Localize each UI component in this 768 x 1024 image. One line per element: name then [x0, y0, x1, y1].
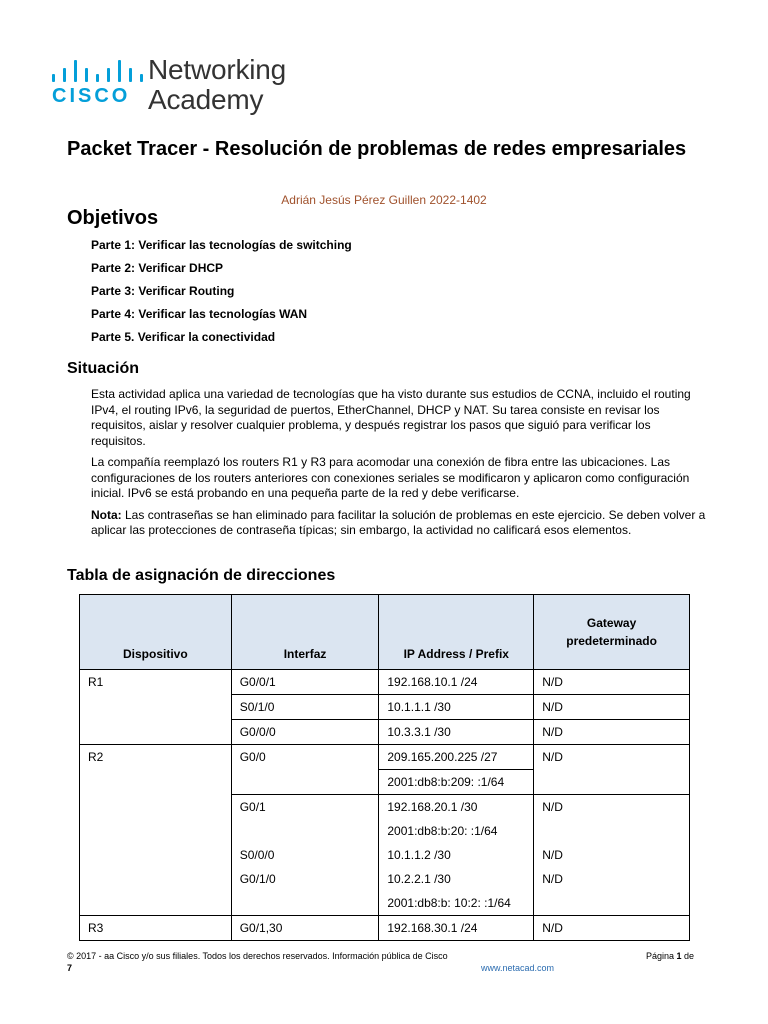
cell-interface: G0/0/0: [231, 720, 379, 745]
footer-copyright: © 2017 - aa Cisco y/o sus filiales. Todos los derechos reservados. Información pública de Cisco: [67, 951, 448, 961]
author-line: Adrián Jesús Pérez Guillen 2022-1402: [281, 193, 487, 207]
cell-device: [80, 795, 232, 820]
cell-gateway: [534, 891, 690, 916]
cell-gateway: N/D: [534, 843, 690, 867]
note-label: Nota:: [91, 507, 122, 522]
table-row: [80, 891, 690, 916]
cell-interface: [231, 819, 379, 843]
table-row: [80, 695, 690, 720]
cell-ip: 192.168.30.1 /24: [379, 916, 534, 941]
cell-device: [80, 720, 232, 745]
table-row: [80, 867, 690, 891]
table-row: [80, 670, 690, 695]
cell-interface: [231, 770, 379, 795]
table-row: [80, 770, 690, 795]
cell-ip: 10.3.3.1 /30: [379, 720, 534, 745]
objectives-heading: Objetivos: [67, 207, 159, 229]
header-device: Dispositivo: [80, 595, 232, 670]
document-title: Packet Tracer - Resolución de problemas de redes empresariales: [67, 138, 687, 160]
cell-gateway: N/D: [534, 795, 690, 820]
header-interface: Interfaz: [231, 595, 379, 670]
header-gateway-line1: Gateway: [586, 616, 637, 630]
objective-item: Parte 2: Verificar DHCP: [91, 261, 224, 275]
table-row: [80, 745, 690, 770]
logo-academy-text: Academy: [148, 84, 264, 115]
header-gateway-line2: predeterminado: [566, 634, 657, 648]
table-row: [80, 916, 690, 941]
cell-interface: G0/1: [231, 795, 379, 820]
cell-interface: [231, 891, 379, 916]
cell-gateway: N/D: [534, 916, 690, 941]
objectives-list: [91, 237, 352, 352]
cell-ip: 209.165.200.225 /27: [379, 745, 534, 770]
cell-ip: 192.168.20.1 /30: [379, 795, 534, 820]
page-current: 1: [676, 951, 682, 961]
header-ip: IP Address / Prefix: [379, 595, 534, 670]
page-suffix: de: [681, 951, 695, 961]
cell-gateway: N/D: [534, 720, 690, 745]
situation-paragraph-1: Esta actividad aplica una variedad de tecnologías que ha visto durante sus estudios de CCNA, incluido el routing IPv4, el routing IPv6, la seguridad de puertos, EtherChannel, DHCP y NAT. Su tarea consiste en revisar los requisitos, aislar y resolver cualquier problema, y después registrar los pasos que siguió para verificar los requisitos.: [91, 387, 691, 448]
cisco-bars-icon: [52, 60, 144, 82]
cell-device: [80, 843, 232, 867]
cell-ip: 2001:db8:b:20: :1/64: [379, 819, 534, 843]
situation-body: [91, 387, 706, 545]
cell-device: [80, 891, 232, 916]
cell-gateway: [534, 819, 690, 843]
footer-page-total: 7: [67, 963, 73, 973]
cisco-wordmark: CISCO: [52, 85, 131, 107]
cell-device: [80, 819, 232, 843]
table-heading: Tabla de asignación de direcciones: [67, 567, 336, 584]
logo-networking-text: Networking: [148, 54, 287, 85]
footer-url-link[interactable]: www.netacad.com: [481, 963, 555, 973]
table-header-row: [80, 595, 690, 670]
objective-item: Parte 1: Verificar las tecnologías de switching: [91, 238, 352, 252]
cell-device: [80, 770, 232, 795]
cell-gateway: N/D: [534, 670, 690, 695]
cell-ip: 2001:db8:b:209: :1/64: [379, 770, 534, 795]
cell-device: [80, 695, 232, 720]
cell-interface: G0/0/1: [231, 670, 379, 695]
cell-interface: S0/1/0: [231, 695, 379, 720]
cell-gateway: [534, 770, 690, 795]
table-row: [80, 843, 690, 867]
situation-paragraph-2: La compañía reemplazó los routers R1 y R3 para acomodar una conexión de fibra entre las ubicaciones. Las configuraciones de los routers anteriores con conexiones seriales se modificaron y aplicaron como configuración inicial. IPv6 se está probando en una pequeña parte de la red y debe verificarse.: [91, 455, 690, 500]
objective-item: Parte 4: Verificar las tecnologías WAN: [91, 307, 308, 321]
objective-item: Parte 5. Verificar la conectividad: [91, 330, 276, 344]
situation-heading: Situación: [67, 360, 140, 377]
objective-item: Parte 3: Verificar Routing: [91, 284, 235, 298]
table-row: [80, 819, 690, 843]
header-gateway: [534, 595, 690, 670]
footer-page-number: [646, 951, 694, 961]
cell-gateway: N/D: [534, 867, 690, 891]
cell-ip: 10.1.1.2 /30: [379, 843, 534, 867]
cell-gateway: N/D: [534, 695, 690, 720]
note-text: Las contraseñas se han eliminado para facilitar la solución de problemas en este ejercicio. Se deben volver a aplicar las protecciones de contraseña típicas; sin embargo, la actividad no calificará esos elementos.: [91, 507, 706, 537]
cell-device: R1: [80, 670, 232, 695]
cell-ip: 2001:db8:b: 10:2: :1/64: [379, 891, 534, 916]
cisco-networking-academy-logo: [52, 54, 312, 117]
cell-gateway: N/D: [534, 745, 690, 770]
table-row: [80, 720, 690, 745]
cell-ip: 192.168.10.1 /24: [379, 670, 534, 695]
cell-ip: 10.1.1.1 /30: [379, 695, 534, 720]
cell-device: R2: [80, 745, 232, 770]
cell-ip: 10.2.2.1 /30: [379, 867, 534, 891]
cell-interface: S0/0/0: [231, 843, 379, 867]
table-row: [80, 795, 690, 820]
page-prefix: Página: [646, 951, 677, 961]
cell-device: R3: [80, 916, 232, 941]
note-paragraph: [91, 508, 706, 539]
cell-device: [80, 867, 232, 891]
cell-interface: G0/1,30: [231, 916, 379, 941]
cell-interface: G0/0: [231, 745, 379, 770]
addressing-table: [79, 594, 690, 941]
cell-interface: G0/1/0: [231, 867, 379, 891]
